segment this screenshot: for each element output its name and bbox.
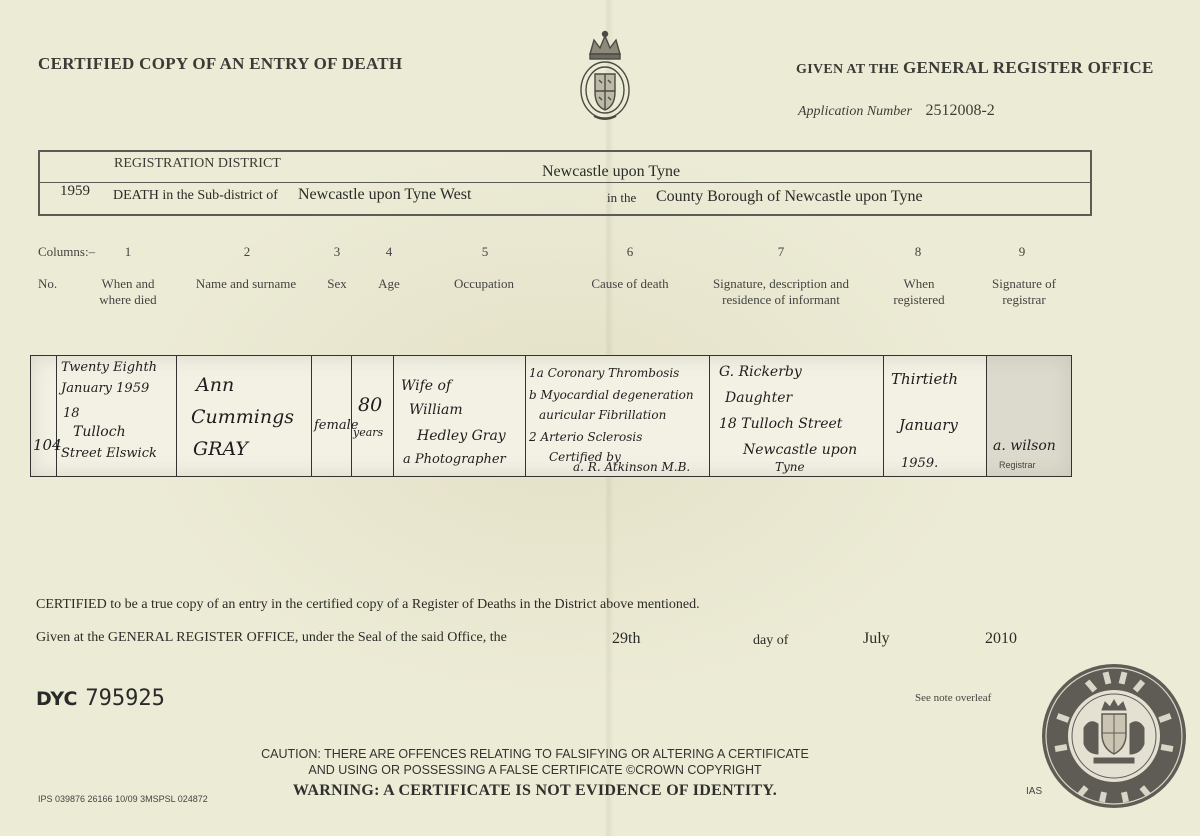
- cause-line: Certified by: [549, 450, 621, 464]
- column-6-heading: Cause of death: [591, 276, 669, 291]
- in-the-label: in the: [607, 190, 637, 205]
- office-name: GENERAL REGISTER OFFICE: [903, 58, 1154, 77]
- caution-notice: [0, 746, 1070, 778]
- registered-line: Thirtieth: [891, 370, 959, 388]
- cause-line: a. R. Atkinson M.B.: [573, 460, 691, 474]
- when-where-line: Tulloch: [73, 424, 126, 440]
- age-unit: years: [353, 426, 384, 439]
- column-4-heading: Age: [378, 276, 400, 291]
- cause-line: 2 Arterio Sclerosis: [529, 430, 643, 444]
- column-7-number: 7: [777, 244, 785, 259]
- registrar-signature: a. wilson: [993, 438, 1056, 454]
- column-8-number: 8: [914, 244, 922, 259]
- ias-mark: IAS: [1026, 786, 1043, 797]
- name-line: Ann: [196, 374, 235, 396]
- when-where-line: Twenty Eighth: [61, 360, 158, 375]
- column-8-heading: When registered: [893, 276, 945, 307]
- name-line: GRAY: [193, 438, 248, 460]
- death-in-label: DEATH in the Sub-district of: [113, 188, 278, 203]
- caution-line-2: AND USING OR POSSESSING A FALSE CERTIFICATE ©CROWN COPYRIGHT: [308, 763, 762, 777]
- column-rule: [709, 356, 710, 476]
- registration-divider: [40, 182, 1090, 183]
- certified-statement: CERTIFIED to be a true copy of an entry in the certified copy of a Register of Deaths in the District above mentioned.: [36, 597, 700, 612]
- column-rule: [986, 356, 987, 476]
- general-register-office-seal-icon: [1040, 662, 1188, 810]
- office-heading: [796, 58, 1154, 78]
- sex-value: female: [314, 418, 359, 433]
- cause-line: b Myocardial degeneration: [529, 388, 694, 402]
- serial-prefix: DYC: [36, 688, 78, 710]
- column-2-number: 2: [243, 244, 251, 259]
- column-rule: [883, 356, 884, 476]
- given-day: 29th: [612, 630, 641, 647]
- occupation-line: Hedley Gray: [417, 428, 506, 444]
- royal-crest-icon: [568, 30, 642, 126]
- certificate-title: CERTIFIED COPY OF AN ENTRY OF DEATH: [38, 54, 403, 73]
- registration-district: Newcastle upon Tyne: [542, 163, 681, 180]
- registrar-label: Registrar: [999, 460, 1036, 470]
- column-rule: [351, 356, 352, 476]
- column-7-heading: Signature, description and residence of informant: [712, 276, 850, 307]
- death-entry-row: [30, 355, 1072, 477]
- column-6-number: 6: [626, 244, 634, 259]
- column-rule: [56, 356, 57, 476]
- serial-number: 795925: [85, 686, 165, 711]
- age-value: 80: [358, 394, 383, 416]
- application-number: 2512008-2: [925, 102, 995, 119]
- column-rule: [176, 356, 177, 476]
- caution-line-1: CAUTION: THERE ARE OFFENCES RELATING TO FALSIFYING OR ALTERING A CERTIFICATE: [261, 747, 809, 761]
- informant-line: Tyne: [775, 460, 805, 474]
- column-5-number: 5: [481, 244, 489, 259]
- cause-line: auricular Fibrillation: [539, 408, 667, 422]
- cause-line: 1a Coronary Thrombosis: [529, 366, 680, 380]
- given-at-prefix: GIVEN AT THE: [796, 62, 900, 77]
- see-note-overleaf: See note overleaf: [915, 692, 992, 704]
- column-3-number: 3: [333, 244, 341, 259]
- informant-line: Daughter: [725, 390, 793, 406]
- column-2-heading: Name and surname: [195, 276, 297, 291]
- county-borough: County Borough of Newcastle upon Tyne: [656, 188, 923, 205]
- day-of-label: day of: [753, 633, 789, 648]
- informant-line: G. Rickerby: [719, 364, 802, 380]
- application-number-line: [798, 102, 995, 120]
- entry-number: 104: [33, 436, 62, 454]
- given-year: 2010: [985, 630, 1017, 647]
- when-where-line: Street Elswick: [61, 446, 157, 461]
- column-no-label: No.: [38, 276, 58, 291]
- column-rule: [525, 356, 526, 476]
- certificate-serial: [36, 686, 165, 711]
- informant-line: Newcastle upon: [743, 442, 858, 458]
- occupation-line: William: [409, 402, 463, 418]
- registrar-shading: [986, 356, 1071, 476]
- when-where-line: January 1959: [61, 381, 150, 396]
- identity-warning: WARNING: A CERTIFICATE IS NOT EVIDENCE OF IDENTITY.: [292, 782, 778, 799]
- registration-year: 1959: [60, 183, 90, 199]
- print-code: IPS 039876 26166 10/09 3MSPSL 024872: [38, 794, 208, 804]
- column-5-heading: Occupation: [454, 276, 514, 291]
- column-9-heading: Signature of registrar: [992, 276, 1056, 307]
- column-3-heading: Sex: [327, 276, 347, 291]
- column-9-number: 9: [1018, 244, 1026, 259]
- column-1-number: 1: [124, 244, 132, 259]
- columns-label: Columns:–: [38, 244, 96, 259]
- column-rule: [311, 356, 312, 476]
- registered-line: 1959.: [901, 456, 939, 471]
- column-1-heading: When and where died: [99, 276, 157, 307]
- given-at-statement: Given at the GENERAL REGISTER OFFICE, under the Seal of the said Office, the: [36, 630, 507, 645]
- column-4-number: 4: [385, 244, 393, 259]
- column-rule: [393, 356, 394, 476]
- sub-district: Newcastle upon Tyne West: [298, 186, 472, 203]
- given-month: July: [863, 630, 890, 647]
- occupation-line: a Photographer: [403, 452, 506, 467]
- registered-line: January: [899, 416, 958, 434]
- when-where-line: 18: [63, 406, 80, 421]
- name-line: Cummings: [191, 406, 295, 428]
- registration-district-label: REGISTRATION DISTRICT: [114, 156, 281, 171]
- application-number-label: Application Number: [798, 104, 912, 119]
- informant-line: 18 Tulloch Street: [719, 416, 843, 432]
- occupation-line: Wife of: [401, 378, 452, 394]
